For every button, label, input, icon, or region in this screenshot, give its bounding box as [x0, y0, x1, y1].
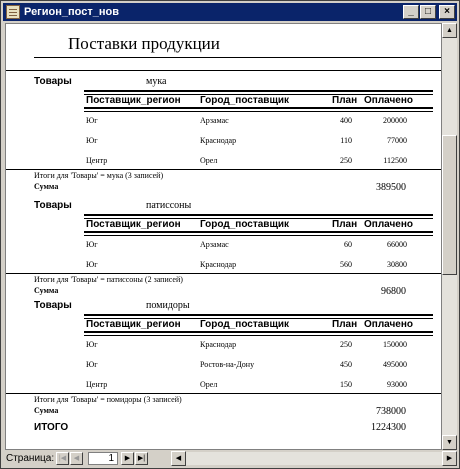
column-header-bottom-rule [84, 107, 433, 112]
table-row-paid: 495000 [383, 360, 407, 369]
group-sum-label: Сумма [34, 406, 59, 415]
scroll-left-button[interactable]: ◀ [171, 451, 186, 466]
report-preview[interactable] [5, 23, 442, 450]
title-divider [34, 57, 442, 58]
vertical-scrollbar[interactable] [442, 23, 457, 450]
scroll-right-button[interactable]: ▶ [442, 451, 457, 466]
close-button[interactable]: × [439, 5, 455, 19]
group-product: патиссоны [146, 200, 192, 211]
group-footer-divider [6, 169, 442, 170]
last-page-button[interactable]: ▶| [135, 452, 148, 465]
table-row-plan: 560 [340, 260, 352, 269]
maximize-button[interactable]: □ [420, 5, 436, 19]
window-title: Регион_пост_нов [24, 6, 119, 18]
group-label: Товары [34, 300, 72, 311]
table-row-plan: 60 [344, 240, 352, 249]
navigation-bar [3, 451, 457, 466]
table-row-city: Орел [200, 380, 218, 389]
table-row-paid: 200000 [383, 116, 407, 125]
table-row-city: Орел [200, 156, 218, 165]
table-row-city: Арзамас [200, 116, 229, 125]
table-row-paid: 30800 [387, 260, 407, 269]
table-row-region: Центр [86, 156, 108, 165]
page-header-divider [6, 70, 442, 71]
group-footer-divider [6, 273, 442, 274]
table-row-region: Юг [86, 240, 98, 249]
group-sum-label: Сумма [34, 286, 59, 295]
horizontal-scrollbar[interactable] [171, 452, 457, 465]
col-header-paid: Оплачено [364, 219, 413, 230]
grand-total-label: ИТОГО [34, 422, 69, 433]
col-header-region: Поставщик_регион [86, 95, 181, 106]
table-row-region: Юг [86, 260, 98, 269]
next-page-button[interactable]: ▶ [121, 452, 134, 465]
table-row-paid: 112500 [383, 156, 407, 165]
report-title: Поставки продукции [68, 34, 220, 53]
table-row-city: Краснодар [200, 136, 237, 145]
table-row-plan: 400 [340, 116, 352, 125]
table-row-region: Юг [86, 360, 98, 369]
table-row-plan: 250 [340, 340, 352, 349]
group-summary: Итоги для 'Товары' = мука (3 записей) [34, 171, 164, 180]
group-sum-value: 96800 [381, 286, 406, 297]
group-product: мука [146, 76, 167, 87]
table-row-plan: 450 [340, 360, 352, 369]
title-bar[interactable] [3, 3, 457, 21]
col-header-city: Город_поставщик [200, 219, 290, 230]
col-header-region: Поставщик_регион [86, 219, 181, 230]
table-row-plan: 110 [340, 136, 352, 145]
table-row-plan: 150 [340, 380, 352, 389]
table-row-city: Краснодар [200, 340, 237, 349]
col-header-city: Город_поставщик [200, 95, 290, 106]
table-row-region: Юг [86, 136, 98, 145]
client-area [3, 21, 457, 466]
group-sum-label: Сумма [34, 182, 59, 191]
col-header-plan: План [332, 95, 358, 106]
prev-page-button[interactable]: ◀ [70, 452, 83, 465]
page-label: Страница: [6, 453, 55, 464]
scroll-down-button[interactable]: ▼ [442, 435, 457, 450]
col-header-plan: План [332, 219, 358, 230]
col-header-paid: Оплачено [364, 95, 413, 106]
table-row-region: Юг [86, 340, 98, 349]
group-sum-value: 389500 [376, 182, 406, 193]
col-header-city: Город_поставщик [200, 319, 290, 330]
minimize-button[interactable]: _ [403, 5, 419, 19]
group-footer-divider [6, 393, 442, 394]
group-label: Товары [34, 200, 72, 211]
table-row-paid: 150000 [383, 340, 407, 349]
col-header-paid: Оплачено [364, 319, 413, 330]
group-summary: Итоги для 'Товары' = помидоры (3 записей) [34, 395, 182, 404]
column-header-bottom-rule [84, 331, 433, 336]
page-number-input[interactable]: 1 [88, 452, 118, 465]
col-header-region: Поставщик_регион [86, 319, 181, 330]
table-row-plan: 250 [340, 156, 352, 165]
group-summary: Итоги для 'Товары' = патиссоны (2 записей) [34, 275, 183, 284]
report-icon [6, 5, 20, 19]
group-label: Товары [34, 76, 72, 87]
group-product: помидоры [146, 300, 190, 311]
table-row-city: Ростов-на-Дону [200, 360, 255, 369]
table-row-city: Краснодар [200, 260, 237, 269]
column-header-bottom-rule [84, 231, 433, 236]
table-row-paid: 77000 [387, 136, 407, 145]
table-row-region: Юг [86, 116, 98, 125]
vertical-scroll-thumb[interactable] [442, 135, 457, 275]
group-sum-value: 738000 [376, 406, 406, 417]
first-page-button[interactable]: |◀ [56, 452, 69, 465]
table-row-region: Центр [86, 380, 108, 389]
table-row-city: Арзамас [200, 240, 229, 249]
col-header-plan: План [332, 319, 358, 330]
scroll-up-button[interactable]: ▲ [442, 23, 457, 38]
table-row-paid: 66000 [387, 240, 407, 249]
grand-total-value: 1224300 [371, 422, 406, 433]
table-row-paid: 93000 [387, 380, 407, 389]
